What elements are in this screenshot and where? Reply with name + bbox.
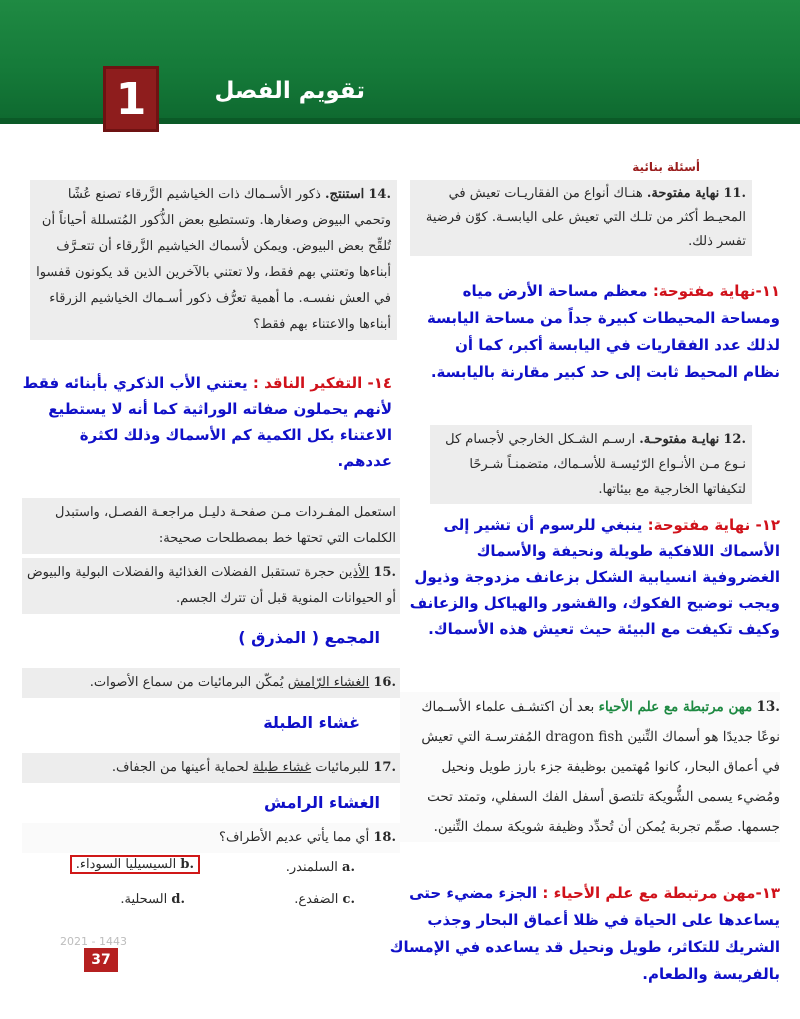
- answer-label: ١٤- التفكير الناقد :: [252, 374, 392, 392]
- question-number: 16.: [373, 675, 396, 690]
- question-number: 11.: [723, 186, 746, 201]
- vocabulary-instruction: استعمل المفـردات مـن صفحـة دليـل مراجعـة الفصـل، واستبدل الكلمات التي تحتها خط بمصطلحات صحيحة:: [22, 498, 400, 554]
- question-text: حجرة تستقبل الفضلات الغذائية والفضلات البولية والبيوض أو الحيوانات المنوية قبل أن تترك الجسم.: [26, 565, 396, 606]
- answer-text: معظم مساحة الأرض مياه ومساحة المحيطات كبيرة جداً من مساحة اليابسة لذلك عدد الفقاريات في اليابسة أكبر، كما أن نظام المحيط ثابت إلى حد كبير مقارنة باليابسة.: [427, 282, 780, 381]
- answer-12: [408, 512, 780, 642]
- question-label: نهاية مفتوحة.: [646, 186, 720, 201]
- chapter-title: تقويم الفصل: [214, 78, 365, 104]
- option-letter: b.: [180, 857, 194, 872]
- option-letter: d.: [171, 892, 185, 907]
- answer-11: [425, 278, 780, 386]
- option-text: السحلية.: [120, 892, 168, 907]
- answer-14: [22, 370, 392, 474]
- option-c: [235, 892, 355, 907]
- question-number: 12.: [723, 432, 746, 447]
- answer-text: ينبغي للرسوم أن تشير إلى الأسماك اللافكية طويلة ونحيفة والأسماك الغضروفية انسيابية الشكل بزعانف مزدوجة وذيول ويجب توضيح الفكوك، والقشور والهياكل والزعانف وكيف تكيفت مع البيئة حيث تعيش هذه الأسماك.: [409, 516, 780, 638]
- answer-15: المجمع ( المذرق ): [238, 628, 380, 647]
- underlined-term: الأذين: [338, 565, 370, 580]
- question-text: أي مما يأتي عديم الأطراف؟: [219, 830, 370, 845]
- question-text: ذكور الأسـماك ذات الخياشيم الزَّرقاء تصنع عُشًا وتحمي البيوض وصغارها. وتستطيع بعض الذُّكور المُتسللة أحياناً أن تُلقِّح بعض البيوض. ويمكن لأسماك الخياشيم الزَّرقاء أن تتعـرَّف أبناءها وتعتني بهم فقط، ولا تعتني بالآخرين الذين قد يكونون قفسوا في العش نفسـه. ما أهمية تعرُّف ذكور أسـماك الخياشيم الزرقاء أبناءها والاعتناء بهم فقط؟: [36, 187, 391, 332]
- question-text-before: للبرمائيات: [315, 760, 370, 775]
- option-a: [235, 860, 355, 875]
- question-16: [22, 668, 400, 698]
- question-15: [22, 558, 400, 614]
- question-text: بعد أن اكتشـف علماء الأسـماك نوعًا جديدًا هو أسماك التِّنين dragon fish المُفترسـة التي تعيش في أعماق البحار، كانوا مُهتمين بوظيفة جزء بارز طويل ونحيل ومُضيء يسمى الشُّويكة تلتصق أسفل الفك السفلي، وتمتد تحت جسمها. صمِّم تجربة يُمكن أن تُحدِّد وظيفة شويكة سمك التِّنين.: [421, 699, 780, 835]
- question-number: 17.: [373, 760, 396, 775]
- answer-label: ١١-نهاية مفتوحة:: [652, 282, 780, 300]
- answer-text: يعتني الأب الذكري بأبنائه فقط لأنهم يحملون صفاته الوراثية كما أنه لا يستطيع الاعتناء بكل الكمية كم الأسماك وذلك لكثرة عددهم.: [22, 374, 392, 470]
- question-text: هنـاك أنواع من الفقاريـات تعيش في المحيـط أكثر من تلـك التي تعيش على اليابسـة. كوّن فرضية تفسر ذلك.: [425, 186, 746, 249]
- underlined-term: الغشاء الرّامش: [287, 675, 370, 690]
- answer-17: الغشاء الرامش: [263, 793, 380, 812]
- question-18: [22, 823, 400, 853]
- question-11: [410, 180, 752, 256]
- section-heading: أسئلة بنائية: [632, 160, 700, 174]
- selected-answer-box: [70, 855, 200, 874]
- question-text: يُمكّن البرمائيات من سماع الأصوات.: [89, 675, 284, 690]
- option-letter: c.: [342, 892, 355, 907]
- option-text: السيسيليا السوداء.: [75, 857, 177, 872]
- question-number: 14.: [368, 187, 391, 202]
- question-12: [430, 425, 752, 504]
- question-text-after: لحماية أعينها من الجفاف.: [111, 760, 249, 775]
- question-number: 15.: [373, 565, 396, 580]
- chapter-number-badge: 1: [103, 66, 159, 132]
- answer-13: [385, 880, 780, 988]
- page-year: 2021 - 1443: [60, 935, 127, 948]
- answer-text: الجزء مضيء حتى يساعدها على الحياة في ظلا أعماق البحار وجذب الشريك للتكاثر، طويل ونحيل قد يساعده في الإمساك بالفريسة والطعام.: [389, 884, 780, 983]
- option-letter: a.: [342, 860, 355, 875]
- question-13: [400, 692, 780, 842]
- question-label: مهن مرتبطة مع علم الأحياء: [598, 699, 753, 715]
- answer-label: ١٢- نهاية مفتوحة:: [647, 516, 780, 534]
- option-text: السلمندر.: [285, 860, 338, 875]
- question-17: [22, 753, 400, 783]
- option-d: [70, 892, 185, 907]
- question-text: ارسـم الشـكل الخارجي لأجسام كل نـوع مـن الأنـواع الرّئيسـة للأسـماك، متضمنـاً شـرحًا لتكيفاتها الخارجية مع بيئاتها.: [445, 432, 746, 497]
- answer-label: ١٣-مهن مرتبطة مع علم الأحياء :: [542, 884, 780, 902]
- question-label: نهايـة مفتوحـة.: [639, 432, 720, 447]
- question-number: 18.: [373, 830, 396, 845]
- underlined-term: غشاء طبلة: [252, 760, 312, 775]
- page-number: 37: [84, 948, 118, 972]
- question-number: 13.: [756, 699, 780, 715]
- question-14: [30, 180, 397, 340]
- answer-16: غشاء الطبلة: [263, 713, 360, 732]
- question-label: استنتج.: [325, 187, 365, 202]
- option-text: الضفدع.: [294, 892, 339, 907]
- option-b: [40, 855, 200, 874]
